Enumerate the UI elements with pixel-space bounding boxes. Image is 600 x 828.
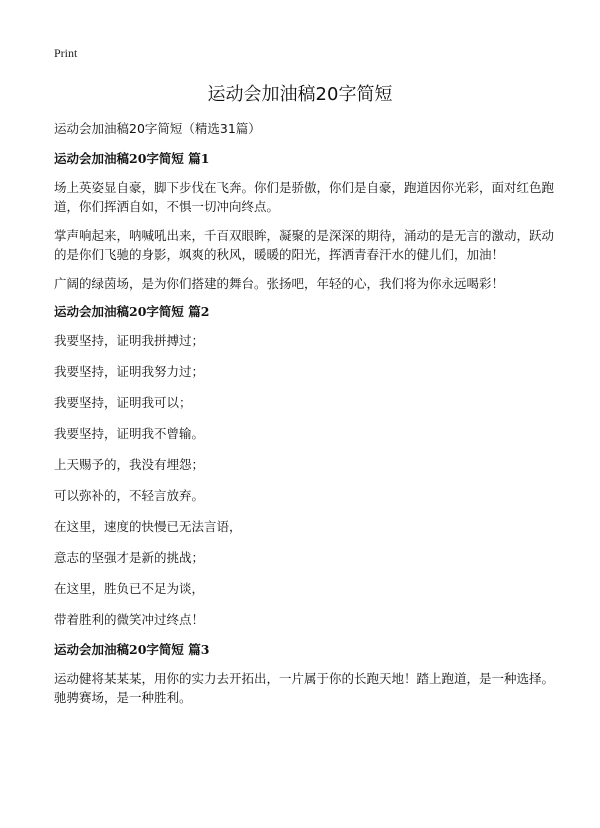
paragraph: 意志的坚强才是新的挑战； (54, 550, 205, 565)
document-title: 运动会加油稿20字简短 (207, 84, 393, 105)
paragraph: 上天赐予的，我没有埋怨； (54, 457, 205, 472)
paragraph: 运动健将某某某，用你的实力去开拓出，一片属于你的长跑天地！踏上跑道，是一种选择。驰骋赛场，是一种胜利。 (54, 671, 555, 705)
paragraph: 我要坚持，证明我拼搏过； (54, 333, 205, 348)
paragraph: 带着胜利的微笑冲过终点！ (54, 612, 205, 627)
print-link[interactable]: Print (54, 46, 78, 60)
paragraph: 场上英姿显自豪，脚下步伐在飞奔。你们是骄傲，你们是自豪，跑道因你光彩，面对红色跑道，你们挥洒自如，不惧一切冲向终点。 (54, 180, 555, 214)
paragraph: 在这里，速度的快慢已无法言语， (54, 519, 242, 534)
paragraph: 我要坚持，证明我可以； (54, 395, 192, 410)
paragraph: 在这里，胜负已不足为谈， (54, 581, 205, 596)
paragraph: 我要坚持，证明我努力过； (54, 364, 205, 379)
paragraph: 广阔的绿茵场，是为你们搭建的舞台。张扬吧，年轻的心，我们将为你永远喝彩！ (54, 276, 505, 291)
section-3 (54, 641, 554, 707)
section-2 (54, 303, 554, 629)
section-heading: 运动会加油稿20字简短 篇3 (54, 642, 210, 657)
paragraph: 掌声响起来，呐喊吼出来，千百双眼眸，凝聚的是深深的期待，涌动的是无言的激动，跃动的是你们飞驰的身影，飒爽的秋风，暖暖的阳光，挥洒青春汗水的健儿们，加油！ (54, 228, 555, 262)
paragraph: 可以弥补的，不轻言放弃。 (54, 488, 205, 503)
section-heading: 运动会加油稿20字简短 篇1 (54, 151, 210, 166)
document-subtitle: 运动会加油稿20字简短（精选31篇） (54, 121, 261, 136)
section-heading: 运动会加油稿20字简短 篇2 (54, 304, 210, 319)
document-body (54, 120, 554, 717)
paragraph: 我要坚持，证明我不曾输。 (54, 426, 205, 441)
section-1 (54, 150, 554, 293)
